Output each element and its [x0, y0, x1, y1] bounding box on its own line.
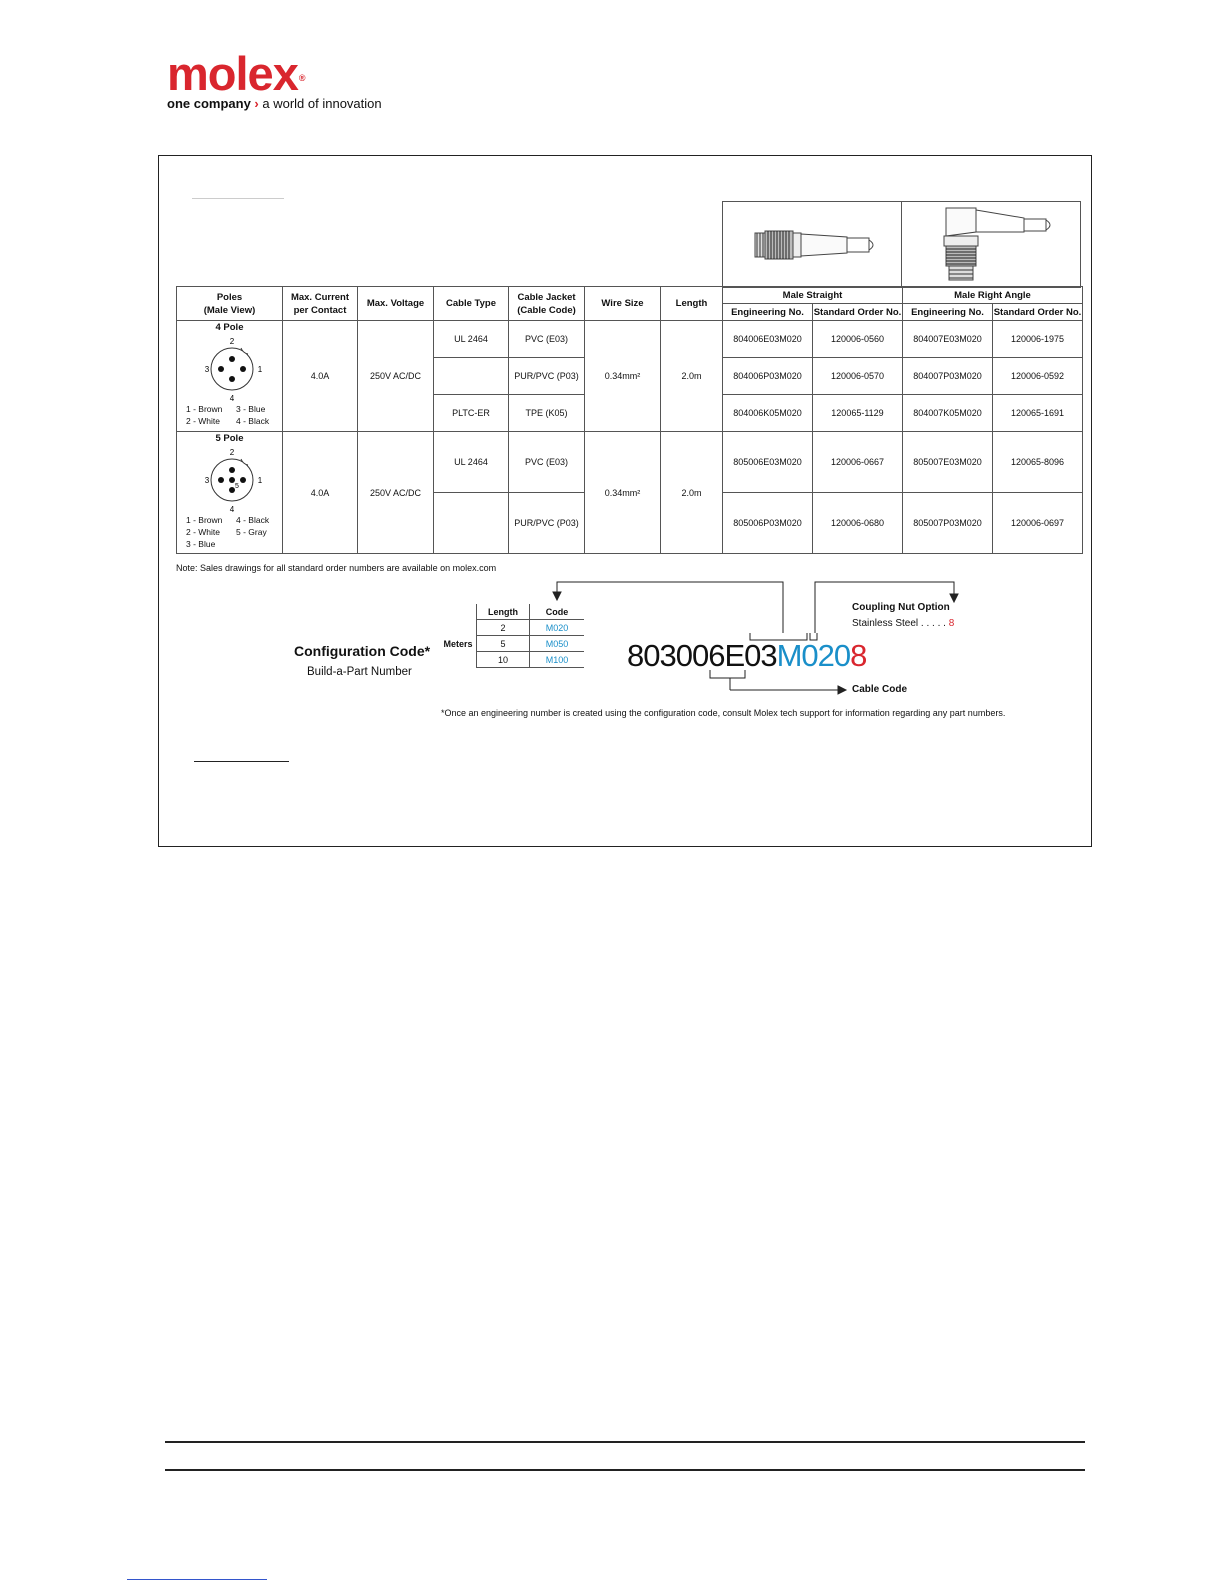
- col-header-cable-jacket: Cable Jacket (Cable Code): [509, 287, 585, 321]
- config-title: Configuration Code*: [294, 643, 431, 659]
- pin-label: 2: [229, 448, 234, 457]
- straight-std-no: 120006-0680: [813, 493, 903, 554]
- registered-mark: ®: [298, 73, 305, 83]
- unit-label: Meters: [443, 638, 473, 649]
- pole-cell-4: [177, 321, 283, 432]
- right-std-no: 120006-1975: [993, 321, 1083, 358]
- len-value: 5: [477, 636, 530, 652]
- pole-title-5: 5 Pole: [215, 433, 244, 444]
- col-header-length: Length: [661, 287, 723, 321]
- len-value: 2: [477, 620, 530, 636]
- straight-eng-no: 804006K05M020: [723, 395, 813, 432]
- connector-images: [722, 201, 1081, 288]
- max-voltage-5: 250V AC/DC: [358, 432, 434, 554]
- len-code: M050: [530, 636, 585, 652]
- footer-rule-top: [165, 1441, 1085, 1443]
- cable-type: UL 2464: [434, 321, 509, 358]
- pole-cell-5: [177, 432, 283, 554]
- spec-table: [176, 286, 1083, 554]
- pin-label: 2: [229, 337, 234, 346]
- straight-std-no: 120006-0667: [813, 432, 903, 493]
- cable-code-label: Cable Code: [852, 684, 908, 695]
- config-footnote: *Once an engineering number is created using the configuration code, consult Molex tech support for information regarding any part numbers.: [441, 708, 1006, 718]
- wire-color-legend-4: 1 - Brown 3 - Blue 2 - White 4 - Black: [186, 404, 270, 426]
- straight-std-no: 120006-0570: [813, 358, 903, 395]
- col-header-current: Max. Current per Contact: [283, 287, 358, 321]
- pin-label: 4: [229, 394, 234, 403]
- pin-label: 1: [257, 476, 262, 485]
- male-straight-image: [723, 202, 902, 288]
- right-std-no: 120065-1691: [993, 395, 1083, 432]
- cable-type: UL 2464: [434, 432, 509, 493]
- pin-label: 1: [257, 365, 262, 374]
- length-4: 2.0m: [661, 321, 723, 432]
- wire-size-4: 0.34mm²: [585, 321, 661, 432]
- 4-pole-diagram-icon: [180, 333, 280, 403]
- wire-size-5: 0.34mm²: [585, 432, 661, 554]
- straight-eng-no: 805006P03M020: [723, 493, 813, 554]
- right-eng-no: 804007P03M020: [903, 358, 993, 395]
- cable-jacket: PVC (E03): [509, 321, 585, 358]
- logo-tagline: one company › a world of innovation: [167, 96, 382, 111]
- footer-rule-bottom: [165, 1469, 1085, 1471]
- right-std-no: 120006-0592: [993, 358, 1083, 395]
- cable-jacket: PUR/PVC (P03): [509, 493, 585, 554]
- col-header-right-eng: Engineering No.: [903, 304, 993, 321]
- cable-jacket: PUR/PVC (P03): [509, 358, 585, 395]
- straight-eng-no: 804006E03M020: [723, 321, 813, 358]
- col-header-male-straight: Male Straight: [723, 287, 903, 304]
- len-code: M100: [530, 652, 585, 668]
- col-header-straight-eng: Engineering No.: [723, 304, 813, 321]
- wire-color-legend-5: 1 - Brown 4 - Black 2 - White 5 - Gray 3 - Blue: [186, 515, 270, 549]
- logo-wordmark: molex®: [167, 47, 305, 100]
- section-rule: [194, 761, 289, 762]
- len-code: M020: [530, 620, 585, 636]
- straight-connector-icon: [727, 207, 897, 277]
- right-eng-no: 804007K05M020: [903, 395, 993, 432]
- footer-link-underline[interactable]: [127, 1579, 267, 1580]
- col-header-right-std: Standard Order No.: [993, 304, 1083, 321]
- coupling-nut-option: Stainless Steel . . . . . 8: [852, 618, 955, 629]
- male-right-angle-image: [902, 202, 1081, 288]
- pole-title-4: 4 Pole: [215, 322, 244, 333]
- table-row: [177, 321, 1083, 358]
- cable-type: [434, 493, 509, 554]
- cable-type: [434, 358, 509, 395]
- right-eng-no: 805007E03M020: [903, 432, 993, 493]
- right-eng-no: 805007P03M020: [903, 493, 993, 554]
- pin-label: 3: [204, 476, 209, 485]
- pin-label: 4: [229, 505, 234, 514]
- len-value: 10: [477, 652, 530, 668]
- right-eng-no: 804007E03M020: [903, 321, 993, 358]
- table-row: [177, 432, 1083, 493]
- straight-eng-no: 804006P03M020: [723, 358, 813, 395]
- pin-label: 3: [204, 365, 209, 374]
- example-part-number: 803006E03M0208: [627, 638, 867, 673]
- col-header-poles: Poles (Male View): [177, 287, 283, 321]
- max-current-4: 4.0A: [283, 321, 358, 432]
- straight-eng-no: 805006E03M020: [723, 432, 813, 493]
- length-5: 2.0m: [661, 432, 723, 554]
- right-angle-connector-icon: [906, 202, 1076, 282]
- molex-logo: [167, 47, 407, 112]
- col-header-male-right-angle: Male Right Angle: [903, 287, 1083, 304]
- col-header-straight-std: Standard Order No.: [813, 304, 903, 321]
- col-header-cable-type: Cable Type: [434, 287, 509, 321]
- config-subtitle: Build-a-Part Number: [307, 666, 412, 678]
- right-std-no: 120006-0697: [993, 493, 1083, 554]
- faint-rule: [192, 198, 284, 199]
- col-header-voltage: Max. Voltage: [358, 287, 434, 321]
- straight-std-no: 120065-1129: [813, 395, 903, 432]
- coupling-nut-title: Coupling Nut Option: [852, 602, 950, 613]
- len-header: Length: [477, 604, 530, 620]
- code-header: Code: [530, 604, 585, 620]
- cable-jacket: TPE (K05): [509, 395, 585, 432]
- max-current-5: 4.0A: [283, 432, 358, 554]
- 5-pole-diagram-icon: [180, 444, 280, 514]
- pin-label: 5: [234, 483, 239, 490]
- right-std-no: 120065-8096: [993, 432, 1083, 493]
- col-header-wire-size: Wire Size: [585, 287, 661, 321]
- cable-jacket: PVC (E03): [509, 432, 585, 493]
- max-voltage-4: 250V AC/DC: [358, 321, 434, 432]
- cable-type: PLTC-ER: [434, 395, 509, 432]
- straight-std-no: 120006-0560: [813, 321, 903, 358]
- sales-drawing-note: Note: Sales drawings for all standard order numbers are available on molex.com: [176, 563, 497, 573]
